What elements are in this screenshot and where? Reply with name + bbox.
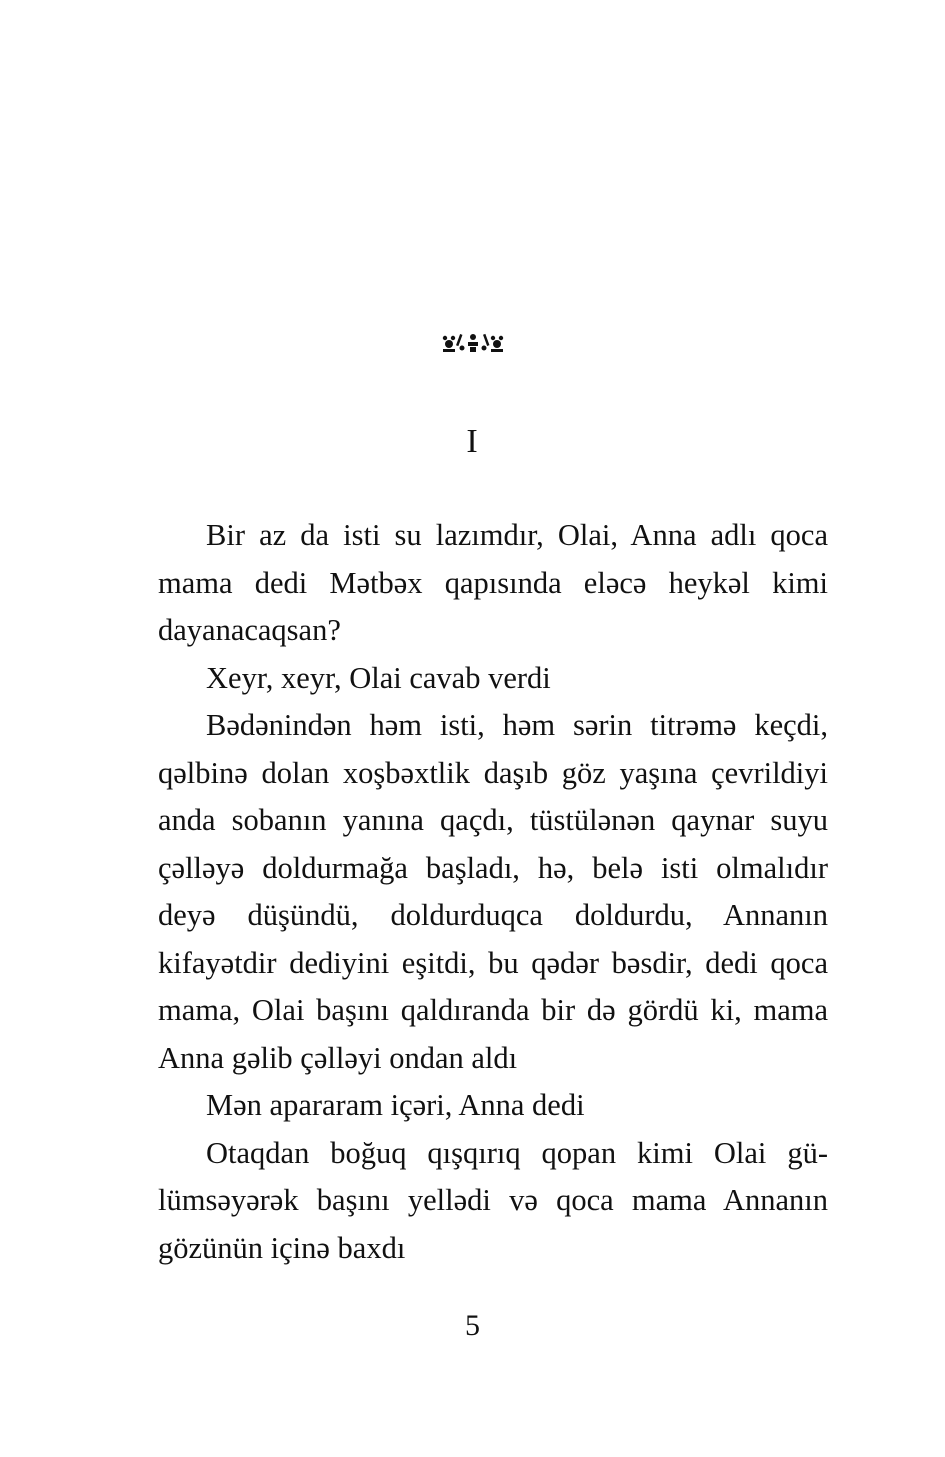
chapter-body: [158, 512, 828, 1272]
paragraph: Xeyr, xeyr, Olai cavab verdi: [206, 660, 551, 695]
paragraph: Mən apararam içəri, Anna dedi: [206, 1088, 585, 1122]
chapter-ornament: [0, 328, 945, 368]
chapter-number: I: [466, 423, 479, 460]
paragraph: Bir az da isti su lazımdır, Olai, Anna adlı qoca mama dedi Mətbəx qapısında eləcə heykəl kimi dayanacaqsan?: [158, 518, 828, 647]
paragraph: Bədənindən həm isti, həm sərin titrəmə keçdi, qəlbinə dolan xoşbəxtlik daşıb göz yaşına çevrildiyi anda sobanın yanına qaçdı, tüstülənən qaynar suyu çəlləyə doldurmağa başladı, hə, belə isti olmalıdır deyə düşündü, doldurduqca doldurdu, Annanın kifayətdir dediyini eşitdi, bu qədər bəsdir, dedi qoca mama, Olai başını qaldıranda bir də gördü ki, mama Anna gəlib çəlləyi ondan aldı: [158, 708, 828, 1075]
paragraph: Otaqdan boğuq qışqırıq qopan kimi Olai gülümsəyərək başını yellədi və qoca mama Annanın gözünün içinə baxdı: [158, 1135, 828, 1265]
page-number: 5: [465, 1309, 480, 1342]
floral-ornament-icon: [441, 328, 505, 356]
